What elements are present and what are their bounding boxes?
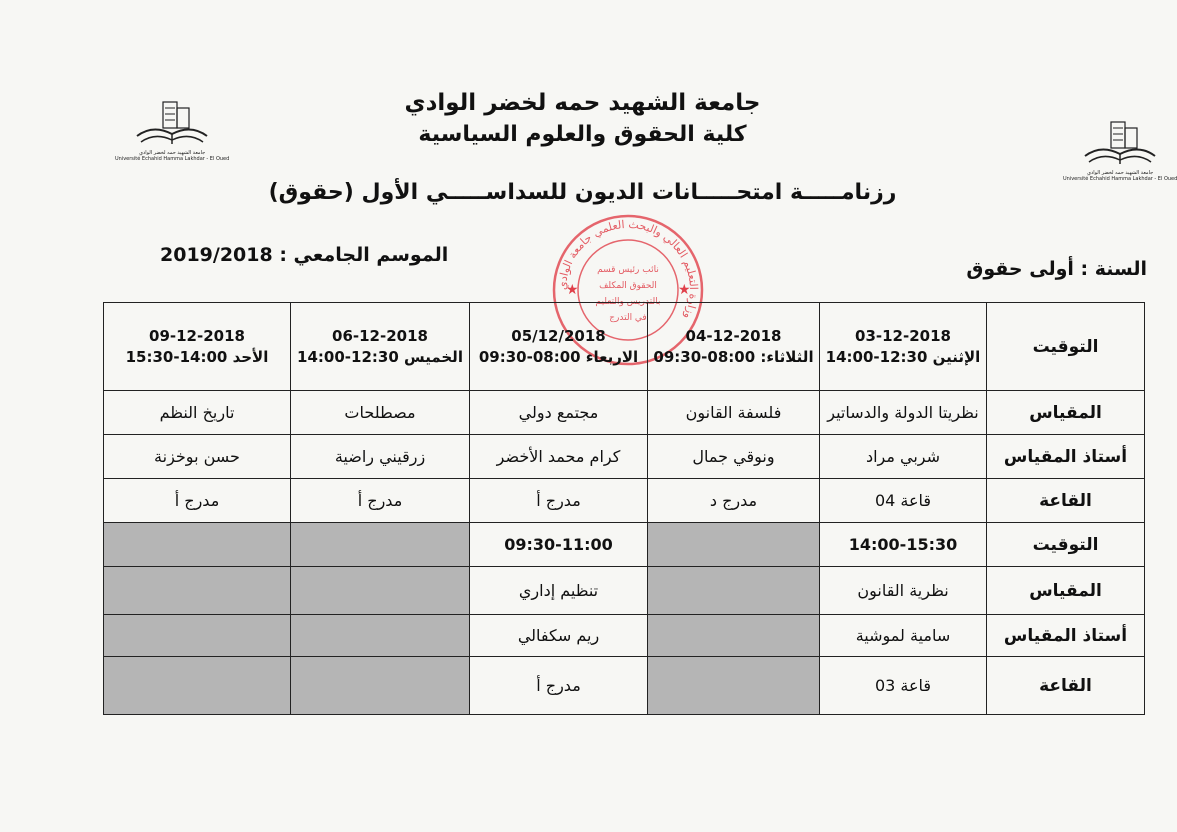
logo-caption-en: Université Echahid Hamma Lakhdar - El Oued — [115, 156, 230, 162]
exam-slot-time: 09:30-11:00 — [470, 523, 648, 567]
row-label-module: المقياس — [987, 567, 1145, 615]
exam-slot-3-datetime: 05/12/2018 الاربعاء 08:00-09:30 — [470, 303, 648, 391]
empty-slot — [648, 615, 820, 657]
table-row-timing-2 — [104, 523, 1145, 567]
module-cell: مصطلحات — [291, 391, 470, 435]
row-label-hall: القاعة — [987, 479, 1145, 523]
professor-cell: ريم سكفالي — [470, 615, 648, 657]
stamp-line-4: في التدرج — [609, 313, 647, 323]
table-row-hall-1 — [104, 479, 1145, 523]
academic-season: الموسم الجامعي : 2019/2018 — [160, 244, 449, 266]
empty-slot — [291, 523, 470, 567]
professor-cell: كرام محمد الأخضر — [470, 435, 648, 479]
empty-slot — [291, 567, 470, 615]
module-cell: مجتمع دولي — [470, 391, 648, 435]
hall-cell: مدرج أ — [470, 657, 648, 715]
hall-cell: قاعة 04 — [820, 479, 987, 523]
stamp-outer-text: وزارة التعليم العالي والبحث العلمي جامعة الوادي — [555, 217, 701, 322]
professor-cell: زرقيني راضية — [291, 435, 470, 479]
professor-cell: سامية لموشية — [820, 615, 987, 657]
row-label-professor: أستاذ المقياس — [987, 435, 1145, 479]
empty-slot — [291, 657, 470, 715]
empty-slot — [648, 657, 820, 715]
university-name: جامعة الشهيد حمه لخضر الوادي — [404, 90, 761, 116]
row-label-professor: أستاذ المقياس — [987, 615, 1145, 657]
stamp-line-2: الحقوق المكلف — [599, 281, 657, 291]
empty-slot — [104, 523, 291, 567]
exam-slot-1-datetime: 03-12-2018 الإثنين 12:30-14:00 — [820, 303, 987, 391]
module-cell: فلسفة القانون — [648, 391, 820, 435]
exam-slot-time: 14:00-15:30 — [820, 523, 987, 567]
empty-slot — [648, 523, 820, 567]
faculty-name: كلية الحقوق والعلوم السياسية — [418, 122, 747, 147]
exam-slot-4-datetime: 06-12-2018 الخميس 12:30-14:00 — [291, 303, 470, 391]
module-cell: تنظيم إداري — [470, 567, 648, 615]
table-row-professor-1 — [104, 435, 1145, 479]
study-year: السنة : أولى حقوق — [966, 258, 1147, 280]
table-row-module-1 — [104, 391, 1145, 435]
professor-cell: حسن بوخزنة — [104, 435, 291, 479]
module-cell: نظرية القانون — [820, 567, 987, 615]
stamp-line-1: نائب رئيس قسم — [597, 265, 659, 275]
professor-cell: شربي مراد — [820, 435, 987, 479]
hall-cell: قاعة 03 — [820, 657, 987, 715]
hall-cell: مدرج أ — [291, 479, 470, 523]
module-cell: نظريتا الدولة والدساتير — [820, 391, 987, 435]
hall-cell: مدرج د — [648, 479, 820, 523]
exam-slot-2-datetime: 04-12-2018 الثلاثاء: 08:00-09:30 — [648, 303, 820, 391]
logo-caption-en: Université Echahid Hamma Lakhdar - El Oued — [1063, 176, 1177, 182]
row-label-module: المقياس — [987, 391, 1145, 435]
hall-cell: مدرج أ — [470, 479, 648, 523]
stamp-line-3: بالتدريس والتعليم — [595, 297, 661, 307]
empty-slot — [648, 567, 820, 615]
logo-caption-ar: جامعة الشهيد حمه لخضر الوادي — [1087, 170, 1154, 176]
professor-cell: ونوقي جمال — [648, 435, 820, 479]
schedule-title: رزنامـــــة امتحـــــانات الديون للسداســـــي الأول (حقوق) — [268, 180, 897, 205]
exam-schedule-table — [103, 302, 1145, 715]
logo-caption-ar: جامعة الشهيد حمه لخضر الوادي — [139, 150, 206, 156]
empty-slot — [104, 657, 291, 715]
module-cell: تاريخ النظم — [104, 391, 291, 435]
hall-cell: مدرج أ — [104, 479, 291, 523]
stamp-star-icon: ★ — [566, 282, 579, 298]
row-label-timing: التوقيت — [987, 303, 1145, 391]
empty-slot — [291, 615, 470, 657]
row-label-timing: التوقيت — [987, 523, 1145, 567]
table-row-professor-2 — [104, 615, 1145, 657]
table-row-timing-1 — [104, 303, 1145, 391]
empty-slot — [104, 567, 291, 615]
stamp-star-icon: ★ — [678, 282, 691, 298]
empty-slot — [104, 615, 291, 657]
table-row-hall-2 — [104, 657, 1145, 715]
row-label-hall: القاعة — [987, 657, 1145, 715]
exam-slot-5-datetime: 09-12-2018 الأحد 14:00-15:30 — [104, 303, 291, 391]
table-row-module-2 — [104, 567, 1145, 615]
